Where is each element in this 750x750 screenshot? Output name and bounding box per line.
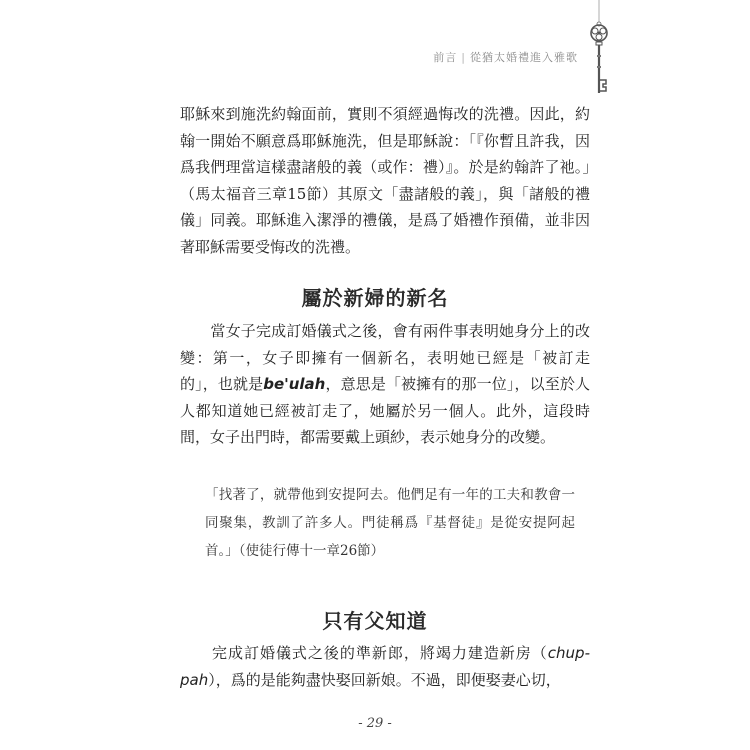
- header-title: 從猶太婚禮進入雅歌: [470, 51, 578, 64]
- term-beulah: be'ulah: [263, 375, 326, 393]
- section-heading-only-father-knows: 只有父知道: [322, 609, 428, 633]
- p3-text-end: ），爲的是能夠盡快娶回新娘。不過，即便娶妻心切，: [208, 670, 561, 689]
- running-header: [433, 49, 578, 65]
- paragraph-chuppah: [180, 640, 590, 693]
- paragraph-baptism: 耶穌來到施洗約翰面前，實則不須經過悔改的洗禮。因此，約翰一開始不願意爲耶穌施洗，但是耶穌說：「『你暫且許我，因爲我們理當這樣盡諸般的義（或作：禮）』。於是約翰許了祂。」（馬太福音三章15節）其原文「盡諸般的義」，與「諸般的禮儀」同義。耶穌進入潔淨的禮儀，是爲了婚禮作預備，並非因著耶穌需要受悔改的洗禮。: [180, 105, 590, 256]
- section-heading-new-name: 屬於新婦的新名: [301, 286, 449, 310]
- p3-text-start: 完成訂婚儀式之後的準新郎，將竭力建造新房（: [211, 644, 548, 662]
- p2-text-start: 當女子完成訂婚儀式之後，會有兩件事表明她身分上的改變：第一，女子即擁有一個新名，表明她已經是「被訂走的」，也就是: [180, 322, 590, 393]
- term-chuppah: chup-pah: [180, 644, 590, 689]
- scripture-quote: 「找著了，就帶他到安提阿去。他們足有一年的工夫和教會一同聚集，教訓了許多人。門徒稱爲『基督徒』是從安提阿起首。」（使徒行傳十一章26節）: [205, 487, 575, 559]
- p2-text-end: ，意思是「被擁有的那一位」，以至於人人都知道她已經被訂走了，她屬於另一個人。此外，這段時間，女子出門時，都需要戴上頭紗，表示她身分的改變。: [180, 375, 590, 446]
- ornate-key-icon: [584, 0, 614, 100]
- header-separator: |: [461, 51, 466, 64]
- paragraph-new-name: [180, 318, 590, 451]
- page-number: - 29 -: [358, 716, 392, 731]
- header-section: 前言: [433, 51, 458, 64]
